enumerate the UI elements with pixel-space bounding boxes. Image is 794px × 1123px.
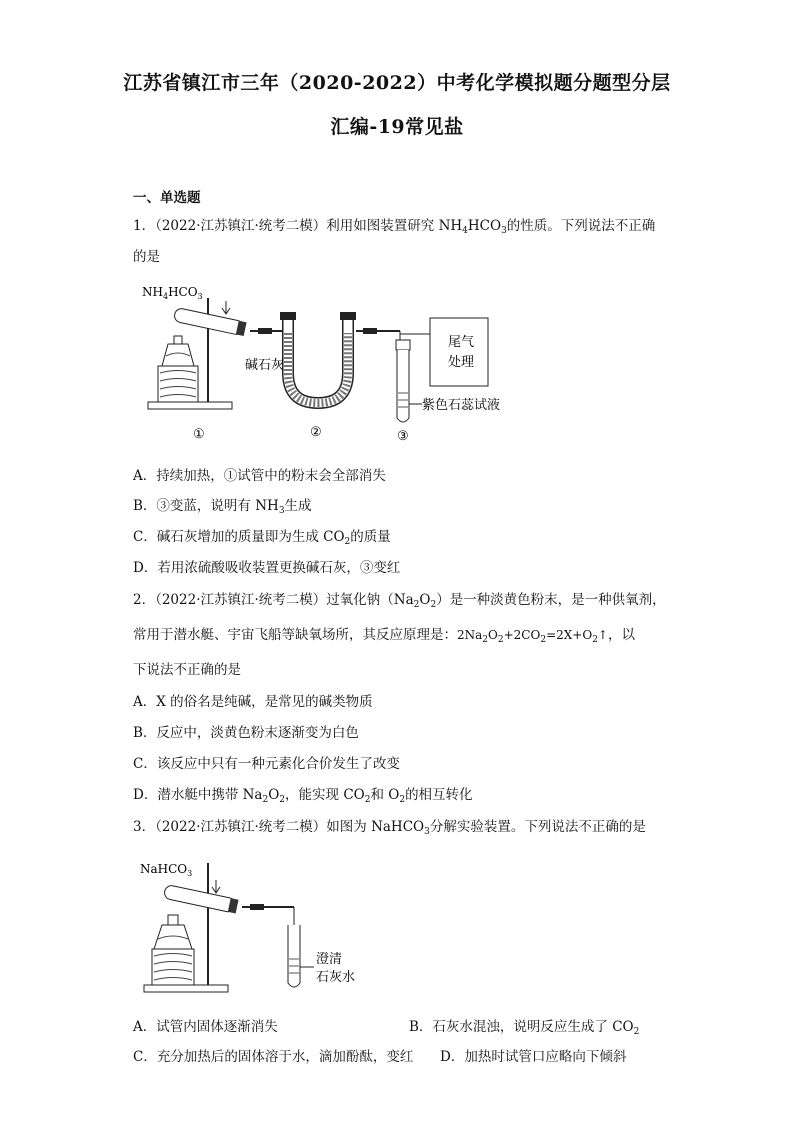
q1-option-a: A．持续加热，①试管中的粉末会全部消失 <box>133 468 386 484</box>
q2-stem-line1: 2．（2022·江苏镇江·统考二模）过氧化钠$(Na_2O_2)$是一种淡黄色粉末，是一种供氧剂， <box>133 592 666 610</box>
q3-option-a: A．试管内固体逐渐消失 <box>133 1019 278 1035</box>
q3-apparatus-figure <box>138 855 378 1000</box>
q2-option-c: C．该反应中只有一种元素化合价发生了改变 <box>133 756 400 772</box>
q3-stem: 3．（2022·江苏镇江·统考二模）如图为 NaHCO$_3$分解实验装置。下列说法不正确的是 <box>133 819 646 837</box>
section-heading: 一、单选题 <box>133 190 201 206</box>
q3-option-c: C．充分加热后的固体溶于水，滴加酚酞，变红 <box>133 1049 414 1065</box>
document-title-line1: 江苏省镇江市三年（2020-2022）中考化学模拟题分题型分层 <box>123 72 671 94</box>
q3-option-d: D．加热时试管口应略向下倾斜 <box>440 1049 627 1065</box>
q1-stem-cont: 的是 <box>133 249 160 265</box>
q3-fig-label: NaHCO$_3$ <box>140 862 193 878</box>
q2-equation: $2Na_2O_2+2CO_2=2X+O_2↑$ <box>457 628 608 645</box>
q1-fig-weiqi2: 处理 <box>448 355 475 370</box>
q3-fig-chengqing: 澄清 <box>316 952 343 967</box>
q2-option-b: B．反应中，淡黄色粉末逐渐变为白色 <box>133 725 359 741</box>
q1-fig-jianshihui: 碱石灰 <box>245 358 285 373</box>
q1-fig-num3: ③ <box>397 429 409 444</box>
q1-option-d: D．若用浓硫酸吸收装置更换碱石灰，③变红 <box>133 560 401 576</box>
q1-fig-weiqi1: 尾气 <box>448 335 475 350</box>
q1-option-b: B．③变蓝，说明有 $NH_3$生成 <box>133 498 312 516</box>
q1-fig-num1: ① <box>193 427 205 442</box>
q1-stem: 1．（2022·江苏镇江·统考二模）利用如图装置研究 $NH_4HCO_3$的性质。下列说法不正确 <box>133 218 656 236</box>
document-title-line2: 汇编-19常见盐 <box>330 116 464 138</box>
q2-stem-line3: 下说法不正确的是 <box>133 662 241 678</box>
q2-option-d: D．潜水艇中携带 $Na_2O_2$，能实现 $CO_2$和 $O_2$的相互转化 <box>133 787 473 805</box>
q1-apparatus-figure <box>138 278 518 448</box>
q3-option-b: B．石灰水混浊，说明反应生成了 $CO_2$ <box>409 1019 640 1037</box>
q1-fig-label: $NH_4HCO_3$ <box>142 285 203 301</box>
q3-fig-shihuishui: 石灰水 <box>316 970 356 985</box>
q1-fig-num2: ② <box>310 425 322 440</box>
q1-fig-zise: 紫色石蕊试液 <box>422 398 501 413</box>
q1-option-c: C．碱石灰增加的质量即为生成 $CO_2$的质量 <box>133 529 391 547</box>
q2-option-a: A．X 的俗名是纯碱，是常见的碱类物质 <box>133 694 373 710</box>
q2-stem-line2: 常用于潜水艇、宇宙飞船等缺氧场所，其反应原理是：$2Na_2O_2+2CO_2=2X+O_2↑$，以 <box>133 627 635 645</box>
